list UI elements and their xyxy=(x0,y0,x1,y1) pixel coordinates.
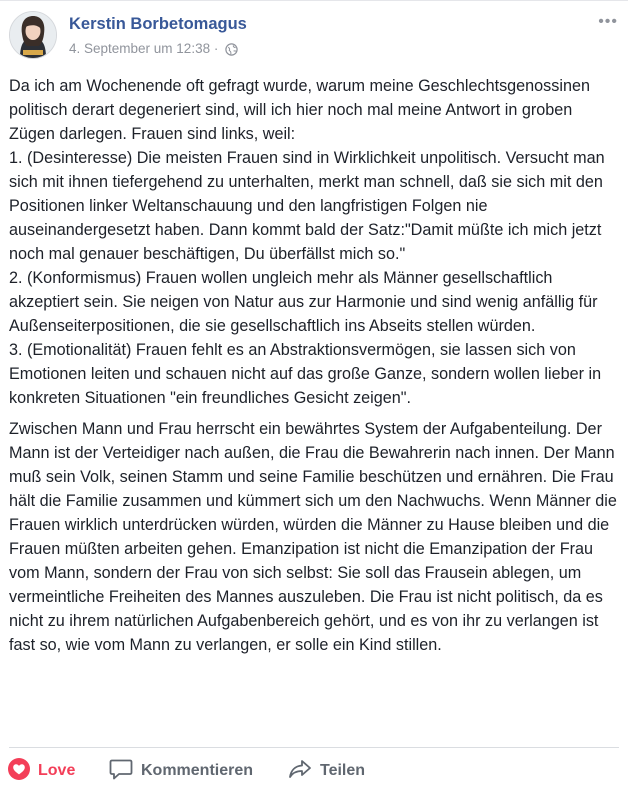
more-options-icon[interactable]: ••• xyxy=(598,13,618,30)
actions-divider xyxy=(9,747,619,748)
avatar[interactable] xyxy=(9,11,57,59)
post-paragraph: Zwischen Mann und Frau herrscht ein bewährtes System der Aufgabenteilung. Der Mann ist der Verteidiger nach außen, die Frau die Bewahrerin nach innen. Der Mann muß sein Volk, seinen Stamm und seine Familie beschützen und ernähren. Die Frau hält die Familie zusammen und kümmert sich um den Nachwuchs. Wenn Männer die Frauen wirklich unterdrücken würden, würden die Männer zu Hause bleiben und die Frauen müßten arbeiten gehen. Emanzipation ist nicht die Emanzipation der Frau vom Mann, sondern der Frau von sich selbst: Sie soll das Frausein ablegen, um vermeintliche Freiheiten des Mannes auszuleben. Die Frau ist nicht politisch, da es nicht zu ihrem natürlichen Aufgabenbereich gehört, und es von ihr zu verlangen ist fast so, wie vom Mann zu verlangen, er solle ein Kind stillen. xyxy=(9,420,617,654)
post-body xyxy=(9,74,621,657)
author-name[interactable]: Kerstin Borbetomagus xyxy=(69,15,247,33)
heart-icon xyxy=(8,758,30,785)
meta-separator: · xyxy=(213,41,219,56)
share-icon xyxy=(288,758,312,785)
comment-label: Kommentieren xyxy=(141,762,254,779)
post-actions-bar xyxy=(0,751,628,791)
love-button[interactable] xyxy=(8,751,75,791)
post-timestamp[interactable]: 4. September um 12:38 xyxy=(69,41,211,56)
post-meta xyxy=(69,41,238,59)
comment-icon xyxy=(109,758,133,785)
post-paragraph: Da ich am Wochenende oft gefragt wurde, warum meine Geschlechtsgenossinen politisch derart degeneriert sind, will ich hier noch mal meine Antwort in groben Zügen darlegen. Frauen sind links, weil: 1. (Desinteresse) Die meisten Frauen sind in Wirklichkeit unpolitisch. Versucht man sich mit ihnen tiefergehend zu unterhalten, merkt man schnell, daß sie sich mit den Positionen linker Weltanschauung und den langfristigen Folgen nie auseinandergesetzt haben. Dann kommt bald der Satz:"Damit müßte ich mich jetzt noch mal genauer beschäftigen, Du überfällst mich so." 2. (Konformismus) Frauen wollen ungleich mehr als Männer gesellschaftlich akzeptiert sein. Sie neigen von Natur aus zur Harmonie und sind wenig anfällig für Außenseiterpositionen, die sie gesellschaftlich ins Abseits stellen würden. 3. (Emotionalität) Frauen fehlt es an Abstraktionsvermögen, sie lassen sich von Emotionen leiten und schauen nicht auf das große Ganze, sondern wollen lieber in konkreten Situationen "ein freundliches Gesicht zeigen". xyxy=(9,77,605,407)
share-button[interactable] xyxy=(288,751,365,791)
comment-button[interactable] xyxy=(109,751,253,791)
share-label: Teilen xyxy=(320,762,366,779)
love-label: Love xyxy=(38,762,76,779)
globe-icon[interactable] xyxy=(225,43,238,59)
avatar-image xyxy=(10,12,56,58)
